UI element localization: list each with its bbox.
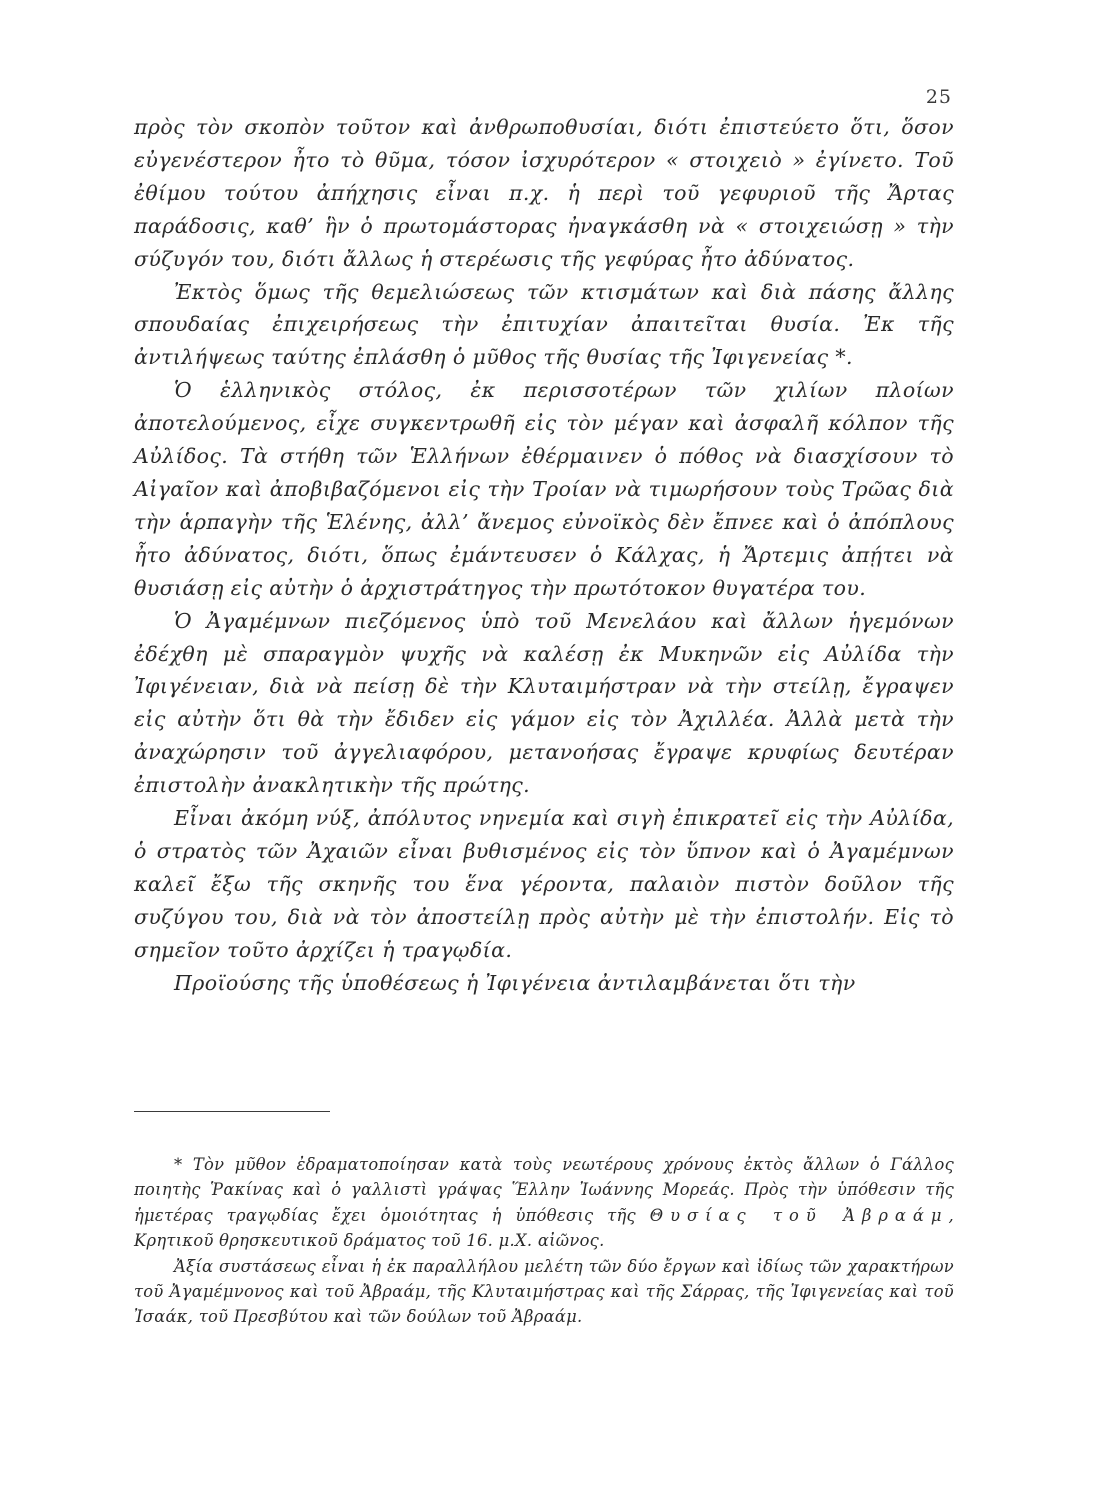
paragraph: Προϊούσης τῆς ὑποθέσεως ἡ Ἰφιγένεια ἀντιλαμβάνεται ὅτι τὴν [174, 970, 856, 995]
footnote-1-text: * Τὸν μῦθον ἐδραματοποίησαν κατὰ τοὺς νεωτέρους χρόνους ἐκτὸς ἄλλων ὁ Γάλλος ποιητὴς Ῥακίνας καὶ ὁ γαλλιστὶ γράψας Ἕλλην Ἰωάννης Μορεάς. Πρὸς τὴν ὑπόθεσιν τῆς ἡμετέρας τραγῳδίας ἔχει ὁμοιότητας ἡ ὑπόθεσις τῆς [134, 1155, 954, 1225]
page-number: 25 [925, 86, 952, 108]
footnote-1-work-title: Θυσίας τοῦ Ἀβραάμ [649, 1205, 949, 1225]
footnote-1 [134, 1152, 954, 1254]
paragraph: Εἶναι ἀκόμη νύξ, ἀπόλυτος νηνεμία καὶ σιγὴ ἐπικρατεῖ εἰς τὴν Αὐλίδα, ὁ στρατὸς τῶν Ἀχαιῶν εἶναι βυθισμένος εἰς τὸν ὕπνον καὶ ὁ Ἀγαμέμνων καλεῖ ἔξω τῆς σκηνῆς του ἕνα γέροντα, παλαιὸν πιστὸν δοῦλον τῆς συζύγου του, διὰ νὰ τὸν ἀποστείλῃ πρὸς αὐτὴν μὲ τὴν ἐπιστολήν. Εἰς τὸ σημεῖον τοῦτο ἀρχίζει ἡ τραγῳδία. [134, 806, 954, 962]
paragraph: Ὁ ἑλληνικὸς στόλος, ἐκ περισσοτέρων τῶν χιλίων πλοίων ἀποτελούμενος, εἶχε συγκεντρωθῆ εἰς τὸν μέγαν καὶ ἀσφαλῆ κόλπον τῆς Αὐλίδος. Τὰ στήθη τῶν Ἑλλήνων ἐθέρμαινεν ὁ πόθος νὰ διασχίσουν τὸ Αἰγαῖον καὶ ἀποβιβαζόμενοι εἰς τὴν Τροίαν νὰ τιμωρήσουν τοὺς Τρῶας διὰ τὴν ἁρπαγὴν τῆς Ἑλένης, ἀλλ’ ἄνεμος εὐνοϊκὸς δὲν ἔπνεε καὶ ὁ ἀπόπλους ἦτο ἀδύνατος, διότι, ὅπως ἐμάντευσεν ὁ Κάλχας, ἡ Ἄρτεμις ἀπῄτει νὰ θυσιάσῃ εἰς αὐτὴν ὁ ἀρχιστράτηγος τὴν πρωτότοκον θυγατέρα του. [134, 378, 954, 600]
footnote-divider [134, 1111, 330, 1112]
paragraph: Ἐκτὸς ὅμως τῆς θεμελιώσεως τῶν κτισμάτων καὶ διὰ πάσης ἄλλης σπουδαίας ἐπιχειρήσεως τὴν ἐπιτυχίαν ἀπαιτεῖται θυσία. Ἐκ τῆς ἀντιλήψεως ταύτης ἐπλάσθη ὁ μῦθος τῆς θυσίας τῆς Ἰφιγενείας *. [134, 279, 954, 370]
footnotes [134, 1152, 954, 1330]
paragraph: πρὸς τὸν σκοπὸν τοῦτον καὶ ἀνθρωποθυσίαι, διότι ἐπιστεύετο ὅτι, ὅσον εὐγενέστερον ἦτο τὸ θῦμα, τόσον ἰσχυρότερον « στοιχειὸ » ἐγίνετο. Τοῦ ἐθίμου τούτου ἀπήχησις εἶναι π.χ. ἡ περὶ τοῦ γεφυριοῦ τῆς Ἄρτας παράδοσις, καθ’ ἣν ὁ πρωτομάστορας ἠναγκάσθη νὰ « στοιχειώσῃ » τὴν σύζυγόν του, διότι ἄλλως ἡ στερέωσις τῆς γεφύρας ἦτο ἀδύνατος. [134, 115, 954, 271]
footnote-2: Ἀξία συστάσεως εἶναι ἡ ἐκ παραλλήλου μελέτη τῶν δύο ἔργων καὶ ἰδίως τῶν χαρακτήρων τοῦ Ἀγαμέμνονος καὶ τοῦ Ἀβραάμ, τῆς Κλυταιμήστρας καὶ τῆς Σάρρας, τῆς Ἰφιγενείας καὶ τοῦ Ἰσαάκ, τοῦ Πρεσβύτου καὶ τῶν δούλων τοῦ Ἀβραάμ. [134, 1256, 954, 1327]
paragraph: Ὁ Ἀγαμέμνων πιεζόμενος ὑπὸ τοῦ Μενελάου καὶ ἄλλων ἡγεμόνων ἐδέχθη μὲ σπαραγμὸν ψυχῆς νὰ καλέσῃ ἐκ Μυκηνῶν εἰς Αὐλίδα τὴν Ἰφιγένειαν, διὰ νὰ πείσῃ δὲ τὴν Κλυταιμήστραν νὰ τὴν στείλῃ, ἔγραψεν εἰς αὐτὴν ὅτι θὰ τὴν ἔδιδεν εἰς γάμον εἰς τὸν Ἀχιλλέα. Ἀλλὰ μετὰ τὴν ἀναχώρησιν τοῦ ἀγγελιαφόρου, μετανοήσας ἔγραψε κρυφίως δευτέραν ἐπιστολὴν ἀνακλητικὴν τῆς πρώτης. [134, 608, 954, 798]
main-text [134, 111, 954, 999]
footnote-1-text-end: , Κρητικοῦ θρησκευτικοῦ δράματος τοῦ 16. μ.Χ. αἰῶνος. [134, 1205, 954, 1251]
